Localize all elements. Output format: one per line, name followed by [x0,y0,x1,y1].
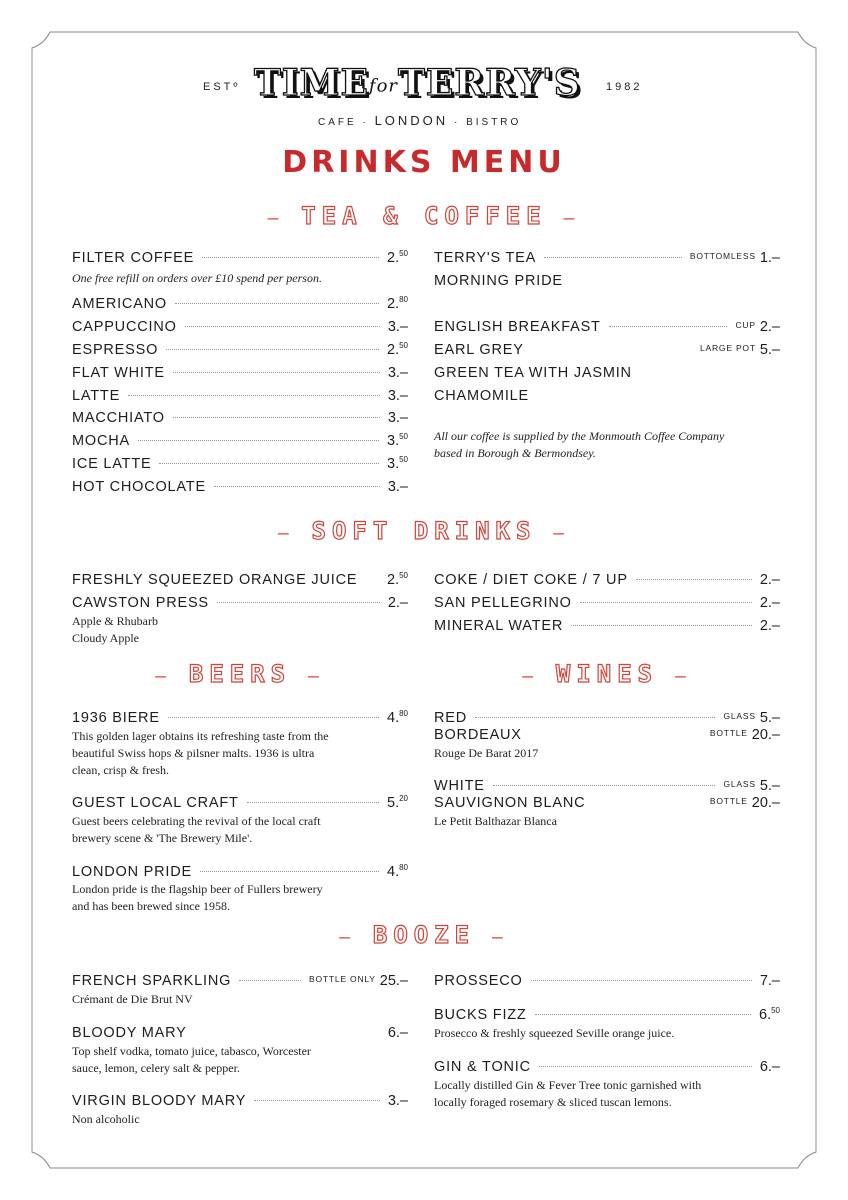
item-name: MACCHIATO [72,410,165,426]
item-price: 3.50 [387,455,408,472]
filter-coffee-note: One free refill on orders over £10 spend per person. [72,271,322,285]
item-price: 3.– [387,319,408,335]
item-name: GREEN TEA WITH JASMIN [434,365,632,381]
item-name: GUEST LOCAL CRAFT [72,795,239,811]
item-price: 5.20 [387,794,408,811]
item-name: CAPPUCCINO [72,319,177,335]
menu-item-virgin-bloody-mary [72,1093,408,1111]
logo-for: for [368,75,399,97]
section-booze-label: BOOZE [372,921,476,949]
menu-item-french-sparkling [72,973,408,991]
item-name: HOT CHOCOLATE [72,479,206,495]
section-soft-drinks-label: SOFT DRINKS [311,517,537,545]
item-price: 5.– [759,710,780,726]
established-year: 1982 [606,81,643,93]
guest-local-craft-description: Guest beers celebrating the revival of the local craft brewery scene & 'The Brewery Mile'. [72,814,321,845]
item-price: 3.50 [387,432,408,449]
section-wines: — WINES — [522,660,692,688]
item-name: CHAMOMILE [434,388,530,404]
menu-item-san-pellegrino [434,595,780,613]
item-name: EARL GREY [434,342,524,358]
item-name: TERRY'S TEA [434,250,537,266]
menu-item-macchiato [72,410,408,428]
menu-item-ice-latte [72,456,408,474]
menu-item-morning-pride [434,273,780,291]
menu-item-hot-chocolate [72,479,408,497]
item-price: 3.– [387,365,408,381]
bucks-fizz-description: Prosecco & freshly squeezed Seville orange juice. [434,1026,675,1040]
menu-item-bordeaux [434,727,780,745]
menu-item-orange-juice [72,572,408,590]
menu-item-terrys-tea [434,250,780,268]
item-price: 6.50 [759,1006,780,1023]
item-price: 7.– [759,973,780,989]
menu-item-chamomile [434,388,780,406]
item-price: 20.– [751,727,780,743]
1936-biere-description: This golden lager obtains its refreshing taste from the beautiful Swiss hops & pilsner malts. 1936 is ultra clean, crisp & fresh. [72,729,329,777]
logo [254,62,581,104]
section-soft-drinks: — SOFT DRINKS — [277,517,571,545]
logo-terrys: TERRY'S [398,62,581,104]
item-price: 5.– [759,342,780,358]
menu-item-bloody-mary [72,1025,408,1043]
menu-item-sauvignon-blanc [434,795,780,813]
established-label: ESTº [203,81,241,93]
item-name: BORDEAUX [434,727,522,743]
menu-item-gin-tonic [434,1059,780,1077]
subtitle-bistro: · BISTRO [453,117,522,128]
item-name: BLOODY MARY [72,1025,187,1041]
item-price: 3.– [387,410,408,426]
bottle-tag: BOTTLE [709,728,748,738]
item-price: 2.50 [387,341,408,358]
french-sparkling-description: Crémant de Die Brut NV [72,992,193,1006]
item-name: LONDON PRIDE [72,864,192,880]
menu-item-red-glass [434,710,780,728]
section-tea-coffee-label: TEA & COFFEE [301,202,547,230]
item-name: BUCKS FIZZ [434,1007,527,1023]
item-name: FRENCH SPARKLING [72,973,232,989]
item-name: 1936 BIERE [72,710,160,726]
sauvignon-blanc-description: Le Petit Balthazar Blanca [434,814,557,828]
item-name: VIRGIN BLOODY MARY [72,1093,247,1109]
item-name: ENGLISH BREAKFAST [434,319,601,335]
item-price: 2.80 [387,295,408,312]
coffee-supplier-note: All our coffee is supplied by the Monmouth Coffee Company based in Borough & Bermondsey. [434,429,725,460]
section-beers-label: BEERS [188,660,292,688]
bottle-tag: BOTTLE [709,796,748,806]
item-price: 2.– [387,595,408,611]
item-price: 4.80 [387,709,408,726]
section-tea-coffee: — TEA & COFFEE — [267,202,581,230]
item-name: FILTER COFFEE [72,250,195,266]
item-name: CAWSTON PRESS [72,595,209,611]
item-price: 3.– [387,479,408,495]
item-name: MORNING PRIDE [434,273,563,289]
menu-item-bucks-fizz [434,1007,780,1025]
menu-item-1936-biere [72,710,408,728]
menu-item-earl-grey [434,342,780,360]
menu-item-prosecco [434,973,780,991]
large-pot-tag: LARGE POT [699,343,756,353]
menu-item-latte [72,388,408,406]
menu-item-cappuccino [72,319,408,337]
item-name: COKE / DIET COKE / 7 UP [434,572,628,588]
cawston-flavours: Apple & Rhubarb Cloudy Apple [72,614,158,645]
logo-subtitle [318,113,521,128]
menu-item-flat-white [72,365,408,383]
menu-item-coke [434,572,780,590]
item-name: SAUVIGNON BLANC [434,795,586,811]
section-beers: — BEERS — [155,660,325,688]
item-price: 5.– [759,778,780,794]
item-price: 2.– [759,319,780,335]
item-name: FLAT WHITE [72,365,165,381]
item-name: AMERICANO [72,296,168,312]
glass-tag: GLASS [723,779,756,789]
item-price: 6.– [759,1059,780,1075]
item-price: 2.– [759,618,780,634]
menu-item-americano [72,296,408,314]
item-price: 4.80 [387,863,408,880]
item-name: FRESHLY SQUEEZED ORANGE JUICE [72,572,358,588]
subtitle-cafe: CAFE · [318,117,369,128]
menu-item-guest-local-craft [72,795,408,813]
cup-tag: CUP [735,320,756,330]
section-wines-label: WINES [555,660,659,688]
gin-tonic-description: Locally distilled Gin & Fever Tree tonic garnished with locally foraged rosemary & sliced tuscan lemons. [434,1078,702,1109]
menu-item-english-breakfast [434,319,780,337]
logo-time: TIME [254,62,369,104]
item-name: MOCHA [72,433,130,449]
menu-item-mocha [72,433,408,451]
item-name: ESPRESSO [72,342,159,358]
bordeaux-description: Rouge De Barat 2017 [434,746,539,760]
item-price: 3.– [387,388,408,404]
item-name: PROSSECO [434,973,523,989]
item-name: MINERAL WATER [434,618,564,634]
subtitle-london: LONDON [374,113,449,128]
item-price: 2.50 [387,249,408,266]
bottomless-tag: BOTTOMLESS [689,251,756,261]
bottle-only-tag: BOTTLE ONLY [309,974,376,984]
item-name: GIN & TONIC [434,1059,531,1075]
item-name: RED [434,710,468,726]
item-price: 3.– [387,1093,408,1109]
menu-item-mineral-water [434,618,780,636]
item-price: 2.50 [387,571,408,588]
item-price: 6.– [387,1025,408,1041]
menu-item-filter-coffee [72,250,408,268]
item-price: 1.– [759,250,780,266]
item-name: SAN PELLEGRINO [434,595,572,611]
item-name: WHITE [434,778,485,794]
item-name: LATTE [72,388,121,404]
menu-item-london-pride [72,864,408,882]
item-price: 2.– [759,572,780,588]
london-pride-description: London pride is the flagship beer of Fullers brewery and has been brewed since 1958. [72,882,323,913]
item-price: 2.– [759,595,780,611]
item-price: 25.– [379,973,408,989]
item-price: 20.– [751,795,780,811]
virgin-bloody-mary-description: Non alcoholic [72,1112,140,1126]
section-booze: — BOOZE — [339,921,509,949]
glass-tag: GLASS [723,711,756,721]
page-title: DRINKS MENU [282,145,566,180]
menu-item-white-glass [434,778,780,796]
menu-item-cawston-press [72,595,408,613]
bloody-mary-description: Top shelf vodka, tomato juice, tabasco, Worcester sauce, lemon, celery salt & pepper. [72,1044,311,1075]
menu-item-espresso [72,342,408,360]
menu-item-green-tea [434,365,780,383]
item-name: ICE LATTE [72,456,152,472]
